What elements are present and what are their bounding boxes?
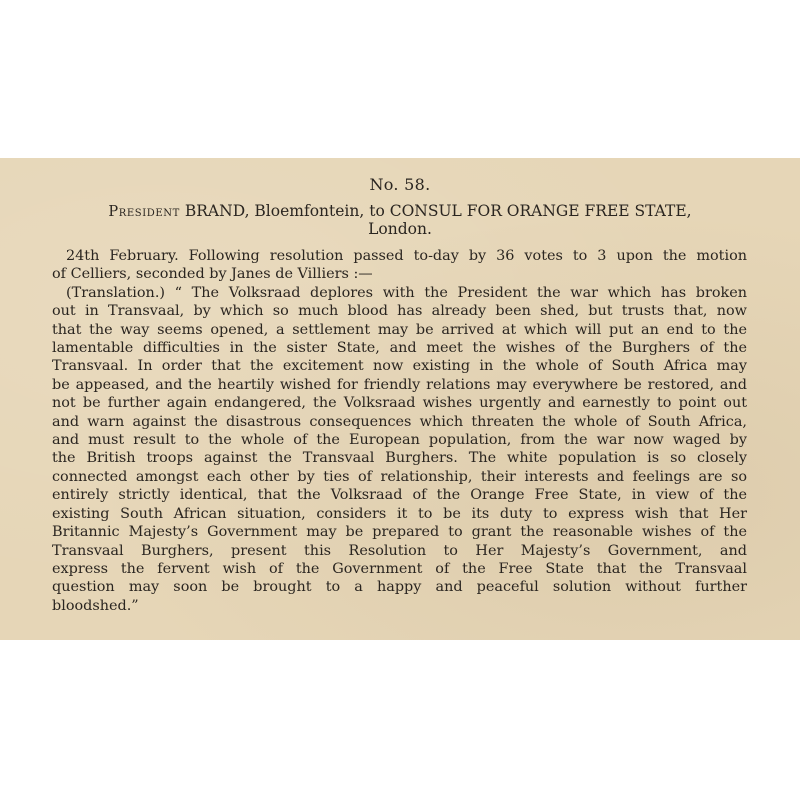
text-line: lamentable difficulties in the sister State, and meet the wishes of the Burghers of the	[52, 340, 747, 357]
text-line: that the way seems opened, a settlement may be arrived at which will put an end to the	[52, 321, 747, 338]
text-line: out in Transvaal, by which so much blood has already been shed, but trusts that, now	[52, 303, 747, 320]
text-line: be appeased, and the heartily wished for friendly relations may everywhere be restored, and	[52, 376, 747, 393]
text-line: existing South African situation, considers it to be its duty to express wish that Her	[52, 505, 747, 522]
text-line: bloodshed.”	[52, 597, 139, 614]
text-line: 24th February. Following resolution passed to-day by 36 votes to 3 upon the motion	[66, 248, 747, 264]
text-line: the British troops against the Transvaal Burghers. The white population is so closely	[52, 450, 747, 467]
document-body	[52, 247, 747, 615]
text-line: entirely strictly identical, that the Volksraad of the Orange Free State, in view of the	[52, 487, 747, 504]
text-line: connected amongst each other by ties of relationship, their interests and feelings are so	[52, 468, 747, 485]
text-line: not be further again endangered, the Volksraad wishes urgently and earnestly to point out	[52, 395, 747, 412]
text-line: Transvaal Burghers, present this Resolution to Her Majesty’s Government, and	[52, 542, 747, 559]
text-line: Transvaal. In order that the excitement now existing in the whole of South Africa may	[52, 358, 747, 375]
document-location: London.	[368, 220, 432, 238]
text-line: of Celliers, seconded by Janes de Villiers :—	[52, 266, 373, 283]
text-line: (Translation.) “ The Volksraad deplores with the President the war which has broken	[66, 284, 747, 301]
document-number: No. 58.	[369, 175, 431, 194]
text-line: Britannic Majesty’s Government may be prepared to grant the reasonable wishes of the	[52, 524, 747, 541]
heading-rest: BRAND, Bloemfontein, to CONSUL FOR ORANGE FREE STATE,	[184, 202, 692, 220]
document-heading	[0, 202, 800, 221]
text-line: and must result to the whole of the European population, from the war now waged by	[52, 432, 747, 449]
text-line: express the fervent wish of the Government of the Free State that the Transvaal	[52, 560, 747, 577]
text-line: question may soon be brought to a happy and peaceful solution without further	[52, 579, 747, 596]
text-line: and warn against the disastrous consequences which threaten the whole of South Africa,	[52, 413, 747, 430]
heading-title: President	[108, 204, 180, 220]
document-page	[0, 158, 800, 640]
